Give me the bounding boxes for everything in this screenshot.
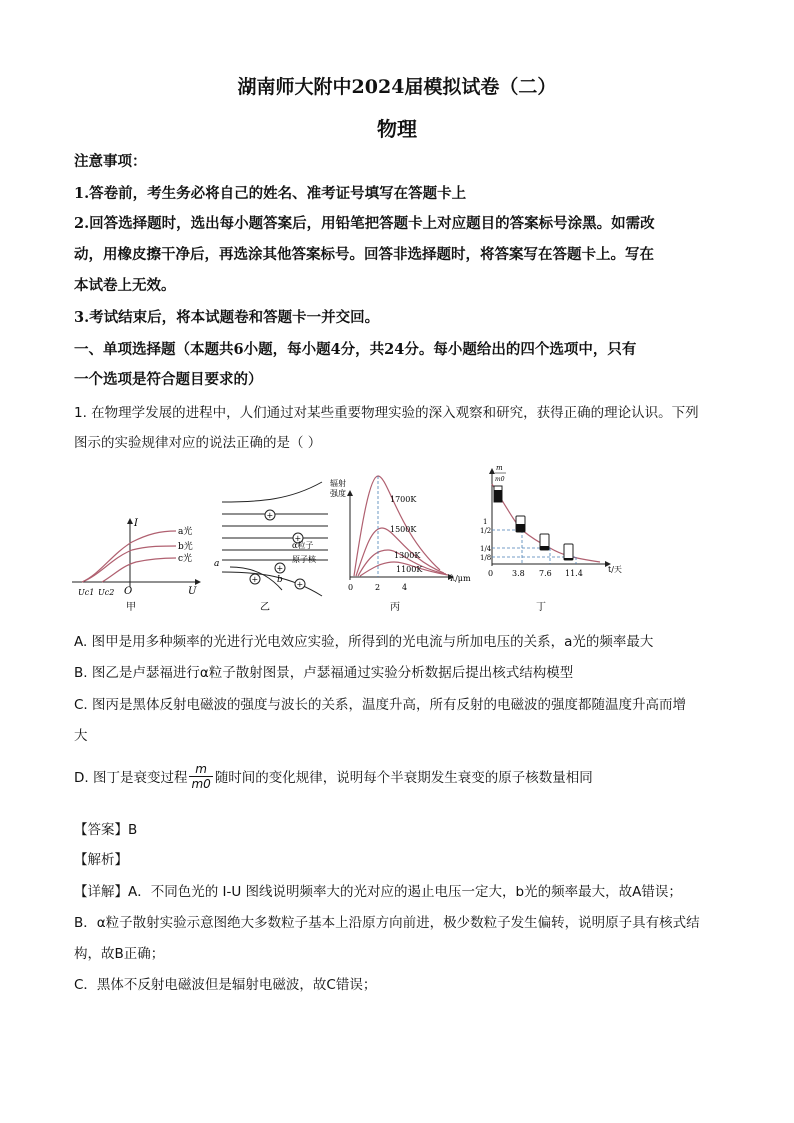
question-figures <box>60 462 740 617</box>
figure-bing <box>330 476 471 613</box>
answer: 【答案】B <box>74 822 138 838</box>
fraction-numerator: m <box>189 762 212 777</box>
fraction-denominator: m0 <box>191 776 211 791</box>
svg-text:+: + <box>296 580 304 589</box>
uc2-label: Uc2 <box>98 588 115 597</box>
svg-text:+: + <box>251 575 259 584</box>
svg-text:+: + <box>266 511 274 520</box>
path-a-label: a <box>214 559 220 569</box>
explain-line: B．α粒子散射实验示意图绝大多数粒子基本上沿原方向前进，极少数粒子发生偏转，说明原子具有核式结 <box>74 915 700 931</box>
alpha-label: α粒子 <box>292 541 314 550</box>
question-stem: 1. 在物理学发展的进程中，人们通过对某些重要物理实验的深入观察和研究，获得正确的理论认识。下列 <box>74 405 699 421</box>
notice-item: 3.考试结束后，将本试题卷和答题卡一并交回。 <box>74 309 380 326</box>
svg-text:+: + <box>276 564 284 573</box>
ding-xtick: 3.8 <box>512 569 525 578</box>
ding-ytick: 1/4 <box>480 545 492 553</box>
ding-ytick: 1 <box>483 518 488 526</box>
notice-item: 1.答卷前，考生务必将自己的姓名、准考证号填写在答题卡上 <box>74 185 467 202</box>
ding-ylabel-num: m <box>496 464 503 472</box>
bing-xtick: 4 <box>402 583 408 592</box>
m-over-m0-fraction <box>189 762 212 791</box>
notice-heading: 注意事项： <box>74 153 147 170</box>
ding-xlabel: t/天 <box>608 565 622 574</box>
curve-b-label: b光 <box>178 542 193 552</box>
option-d-prefix: D. 图丁是衰变过程 <box>74 770 188 786</box>
path-b-label: b <box>277 575 283 585</box>
ding-xtick: 7.6 <box>539 569 552 578</box>
notice-item: 动，用橡皮擦干净后，再选涂其他答案标号。回答非选择题时，将答案写在答题卡上。写在 <box>74 246 654 263</box>
temp-1700: 1700K <box>390 495 417 504</box>
explain-line: 【详解】A．不同色光的 I-U 图线说明频率大的光对应的遏止电压一定大，b光的频率最大，故A错误； <box>74 884 682 900</box>
uc1-label: Uc1 <box>78 588 95 597</box>
ding-xtick: 0 <box>488 569 494 578</box>
caption-bing: 丙 <box>390 602 400 613</box>
figure-yi <box>214 482 328 613</box>
option-c-cont: 大 <box>74 728 88 744</box>
option-c: C. 图丙是黑体反射电磁波的强度与波长的关系，温度升高，所有反射的电磁波的强度都随温度升高而增 <box>74 697 687 713</box>
option-d-suffix: 随时间的变化规律，说明每个半衰期发生衰变的原子核数量相同 <box>214 770 593 786</box>
option-d <box>74 756 593 796</box>
ding-ytick: 1/2 <box>480 527 492 535</box>
figure-ding <box>480 464 622 613</box>
caption-jia: 甲 <box>126 602 136 613</box>
notice-item: 本试卷上无效。 <box>74 277 176 294</box>
bing-ylabel-1: 辐射 <box>330 479 346 488</box>
explain-line: C．黑体不反射电磁波但是辐射电磁波，故C错误； <box>74 977 377 993</box>
subject-title: 物理 <box>377 117 417 141</box>
figure-jia <box>72 518 201 613</box>
temp-1500: 1500K <box>390 525 417 534</box>
bing-xtick: 2 <box>375 583 381 592</box>
section-heading: 一、单项选择题（本题共6小题，每小题4分，共24分。每小题给出的四个选项中，只有 <box>74 341 637 358</box>
analysis-heading: 【解析】 <box>74 852 128 868</box>
ding-ylabel-den: m0 <box>495 476 505 483</box>
exam-title: 湖南师大附中2024届模拟试卷（二） <box>237 76 557 98</box>
bing-xtick: 0 <box>348 583 354 592</box>
section-heading-cont: 一个选项是符合题目要求的） <box>74 371 263 388</box>
question-stem-cont: 图示的实验规律对应的说法正确的是（ ） <box>74 435 322 451</box>
caption-yi: 乙 <box>260 602 270 613</box>
curve-a-label: a光 <box>178 527 193 537</box>
bing-ylabel-2: 强度 <box>330 489 346 498</box>
temp-1300: 1300K <box>394 551 421 560</box>
curve-b <box>82 546 176 582</box>
notice-item: 2.回答选择题时，选出每小题答案后，用铅笔把答题卡上对应题目的答案标号涂黑。如需改 <box>74 215 655 232</box>
origin-label: O <box>124 586 133 597</box>
axis-u-label: U <box>188 586 197 597</box>
explain-line: 构，故B正确； <box>74 946 165 962</box>
nucleus-label: 原子核 <box>292 555 316 564</box>
curve-c-label: c光 <box>178 554 193 564</box>
temp-1100: 1100K <box>396 565 423 574</box>
axis-i-label: I <box>134 518 138 529</box>
svg-text:+: + <box>294 534 302 543</box>
bing-xlabel: λ/μm <box>450 574 471 583</box>
ding-xtick: 11.4 <box>565 569 583 578</box>
caption-ding: 丁 <box>536 602 546 613</box>
option-b: B. 图乙是卢瑟福进行α粒子散射图景，卢瑟福通过实验分析数据后提出核式结构模型 <box>74 665 574 681</box>
option-a: A. 图甲是用多种频率的光进行光电效应实验，所得到的光电流与所加电压的关系，a光的频率最大 <box>74 634 654 650</box>
ding-ytick: 1/8 <box>480 554 492 562</box>
